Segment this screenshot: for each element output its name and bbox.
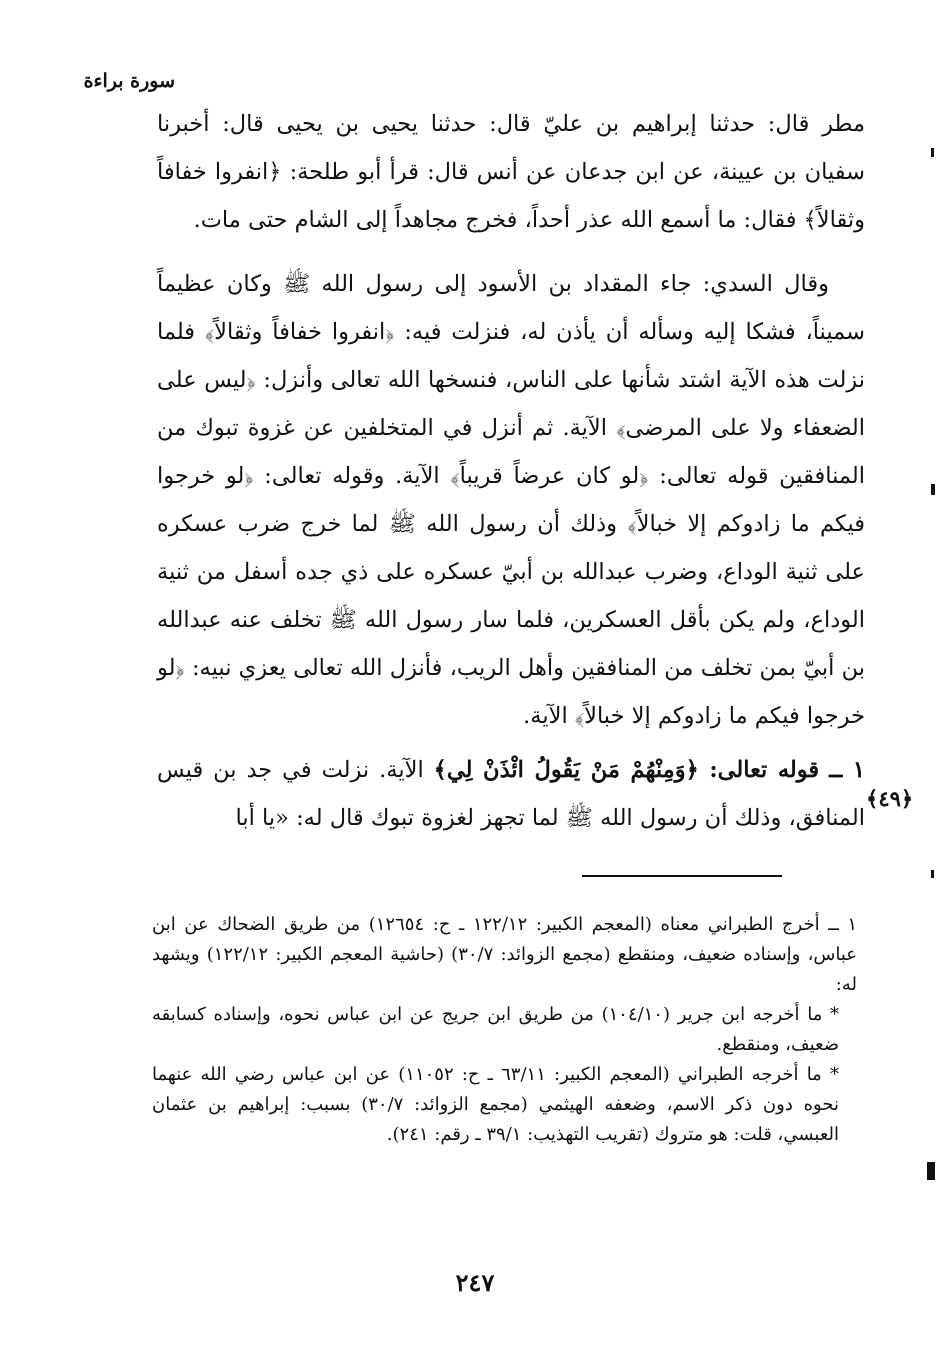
page-number: ٢٤٧	[455, 1268, 495, 1297]
footnote-item: * ما أخرجه ابن جرير (١٠٤/١٠) من طريق ابن جريج عن ابن عباس نحوه، وإسناده كسابقه ضعيف، ومنقطع.	[152, 1004, 840, 1055]
scan-edge-mark	[931, 148, 934, 157]
main-text-body	[157, 100, 865, 842]
footnote-separator	[582, 875, 782, 877]
footnote-item: * ما أخرجه الطبراني (المعجم الكبير: ٦٣/١١ ـ ح: ١١٠٥٢) عن ابن عباس رضي الله عنهما نحوه دون ذكر الاسم، وضعفه الهيثمي (مجمع الزوائد: ٣٠/٧) بسبب: إبراهيم بن عثمان العبسي، قلت: هو متروك (تقريب التهذيب: ٣٩/١ ـ رقم: ٢٤١).	[152, 1064, 839, 1145]
note-text: الآية. نزلت في جد بن قيس المنافق، وذلك أن رسول الله ﷺ لما تجهز لغزوة تبوك قال له: «يا أبا	[157, 757, 865, 831]
scan-edge-mark	[931, 484, 935, 495]
scan-edge-mark	[931, 870, 934, 878]
footnote-item: ١ ــ أخرج الطبراني معناه (المعجم الكبير: ١٢٢/١٢ ـ ح: ١٢٦٥٤) من طريق الضحاك عن ابن عباس، وإسناده ضعيف، ومنقطع (مجمع الزوائد: ٣٠/٧) (حاشية المعجم الكبير: ١٢٢/١٢) ويشهد له:	[152, 914, 858, 995]
paragraph-suddi: وقال السدي: جاء المقداد بن الأسود إلى رسول الله ﷺ وكان عظيماً سميناً، فشكا إليه وسأله أن يأذن له، فنزلت فيه: ﴿انفروا خفافاً وثقالاً﴾ فلما نزلت هذه الآية اشتد شأنها على الناس، فنسخها الله تعالى وأنزل: ﴿ليس على الضعفاء ولا على المرضى﴾ الآية. ثم أنزل في المتخلفين عن غزوة تبوك من المنافقين قوله تعالى: ﴿لو كان عرضاً قريباً﴾ الآية. وقوله تعالى: ﴿لو خرجوا فيكم ما زادوكم إلا خبالاً﴾ وذلك أن رسول الله ﷺ لما خرج ضرب عسكره على ثنية الوداع، وضرب عبدالله بن أبيّ عسكره على ذي جده أسفل من ثنية الوداع، ولم يكن بأقل العسكرين، فلما سار رسول الله ﷺ تخلف عنه عبدالله بن أبيّ بمن تخلف من المنافقين وأهل الريب، فأنزل الله تعالى يعزي نبيه: ﴿لو خرجوا فيكم ما زادوكم إلا خبالاً﴾ الآية.	[157, 271, 865, 729]
paragraph-continuation: مطر قال: حدثنا إبراهيم بن عليّ قال: حدثنا يحيى بن يحيى قال: أخبرنا سفيان بن عيينة، عن ابن جدعان عن أنس قال: قرأ أبو طلحة: ﴿انفروا خفافاً وثقالاً﴾ فقال: ما أسمع الله عذر أحداً، فخرج مجاهداً إلى الشام حتى مات.	[157, 111, 865, 233]
scan-edge-mark	[927, 1162, 935, 1180]
numbered-note-paragraph	[157, 746, 865, 842]
note-number: ١ ــ	[829, 757, 865, 783]
verse-number-marker: ﴿٤٩﴾	[866, 786, 914, 811]
running-header: سورة براءة	[83, 70, 175, 92]
note-verse-quote: قوله تعالى: ﴿وَمِنْهُمْ مَنْ يَقُولُ ائْذَنْ لِي﴾	[433, 757, 820, 783]
footnotes-section	[152, 910, 857, 1150]
